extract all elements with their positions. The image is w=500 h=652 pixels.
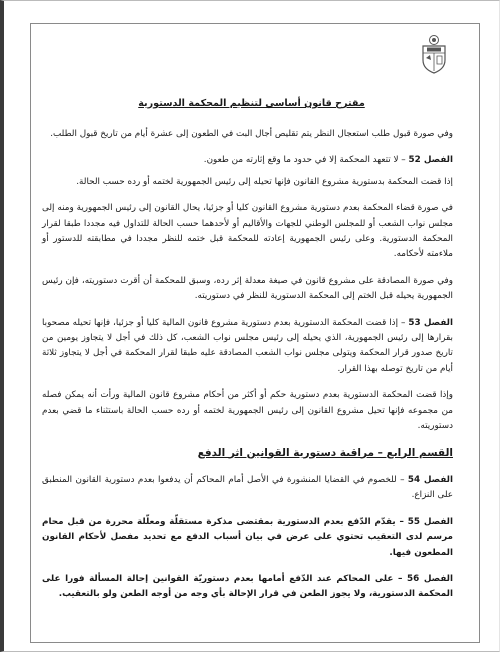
article-55 xyxy=(42,515,453,561)
article-54-text: – للخصوم في القضايا المنشورة في الأصل أمام المحاكم أن يدفعوا بعدم دستورية القانون المنطبق على النزاع. xyxy=(42,474,453,501)
article-52-text: – لا تتعهد المحكمة إلا في حدود ما وقع إثارته من طعون. xyxy=(203,155,409,166)
article-56-text: – على المحاكم عند الدّفع أمامها بعدم دستوريّة القوانين إحالة المسألة فورا على المحكمة الدستورية، ولا يجوز الطعن في قرار الإحالة بأي وجه من أوجه الطعن ولو بالتعقيب. xyxy=(42,573,453,600)
article-52-label: الفصل 52 xyxy=(408,155,453,166)
section-4-heading: القسم الرابع – مراقبة دستورية القوانين اثر الدفع xyxy=(197,446,453,459)
article-56 xyxy=(42,572,453,603)
article-53 xyxy=(42,316,453,378)
article-54-label: الفصل 54 xyxy=(407,474,453,485)
article-55-text: – يقدّم الدّفع بعدم الدستورية بمقتضى مذكرة مستقلّة ومعلّلة محررة من قبل محام مرسم لدى التعقيب تحتوي على عرض في بيان أسباب الدفع مع تحديد مفصل لأحكام القانون المطعون فيها. xyxy=(42,516,453,558)
article-53-text: – إذا قضت المحكمة الدستورية بعدم دستورية مشروع قانون المالية كليا أو جزئيا، فإنها تحيله مصحوبا بقرارها إلى رئيس الجمهورية، الذي يحيله إلى رئيس مجلس نواب الشعب، كل ذلك في أجل لا يتجاوز يومين من تاريخ صدور قرار المحكمة ويتولى مجلس نواب الشعب المصادقة عليه طبقا لقرار المحكمة في أجل لا يتجاوز ثلاثة أيام من تاريخ توصله بهذا القرار. xyxy=(42,317,453,374)
article-55-label: الفصل 55 xyxy=(407,516,454,527)
document-body xyxy=(42,127,453,614)
article-56-label: الفصل 56 xyxy=(406,573,454,584)
paragraph-finance-law: وإذا قضت المحكمة الدستورية بعدم دستورية حكم أو أكثر من أحكام مشروع قانون المالية ورأت أنه يمكن فصله من مجموعه فإنها تحيل مشروع القانون إلى رئيس الجمهورية لختمه أو رده حسب الحالة باستثناء ما قضي بعدم دستوريته. xyxy=(42,390,453,432)
article-54 xyxy=(42,473,453,504)
paragraph-amended-law: وفي صورة المصادقة على مشروع قانون في صيغة معدلة إثر رده، وسبق للمحكمة أن أقرت دستوريته، فإن رئيس الجمهورية يحيله قبل الختم إلى المحكمة الدستورية للنظر في دستوريته. xyxy=(42,275,453,302)
paragraph-urgent-review: وفي صورة قبول طلب استعجال النظر يتم تقليص أجال البت في الطعون إلى عشرة أيام من تاريخ قبول الطلب. xyxy=(50,129,453,139)
article-52 xyxy=(42,153,453,168)
document-title: مقترح قانون أساسي لتنظيم المحكمة الدستورية xyxy=(138,98,365,109)
paragraph-constitutional-ruling: إذا قضت المحكمة بدستورية مشروع القانون فإنها تحيله إلى رئيس الجمهورية لختمه أو رده حسب الحالة. xyxy=(76,176,453,187)
paragraph-unconstitutional-ruling: في صورة قضاء المحكمة بعدم دستورية مشروع القانون كليا أو جزئيا، يحال القانون إلى رئيس الجمهورية ومنه إلى مجلس نواب الشعب أو للمجلس الوطني للجهات والأقاليم أو لأحدهما حسب الحالة للتداول فيه مجددا طبقا لقرار المحكمة الدستورية. وعلى رئيس الجمهورية إعادته للمحكمة قبل ختمه للنظر مجددا في مطابقته للدستور أو ملاءمته لأحكامه. xyxy=(42,203,453,260)
article-53-label: الفصل 53 xyxy=(408,317,454,328)
tunisia-coat-of-arms-icon xyxy=(419,34,449,74)
